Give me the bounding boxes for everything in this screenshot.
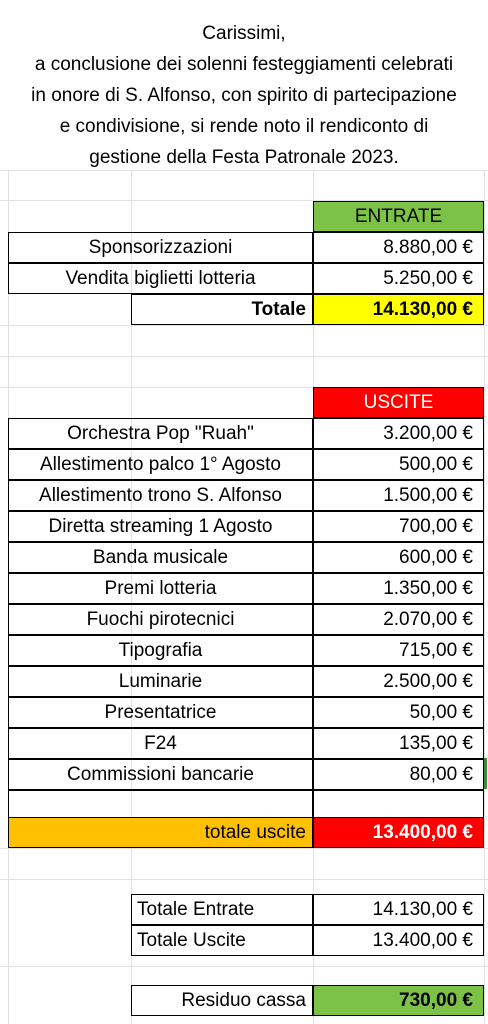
residuo-value[interactable]: 730,00 € bbox=[313, 985, 484, 1016]
uscite-item-label[interactable]: Premi lotteria bbox=[8, 573, 313, 604]
intro-line: a conclusione dei solenni festeggiamenti celebrati bbox=[34, 54, 454, 75]
gridline bbox=[484, 170, 485, 1024]
intro-line: gestione della Festa Patronale 2023. bbox=[89, 147, 399, 168]
uscite-header[interactable]: USCITE bbox=[313, 387, 484, 418]
uscite-item-label[interactable]: Luminarie bbox=[8, 666, 313, 697]
intro-line: Carissimi, bbox=[202, 23, 286, 44]
uscite-item-label[interactable]: Allestimento palco 1° Agosto bbox=[8, 449, 313, 480]
entrate-item-value[interactable]: 8.880,00 € bbox=[313, 232, 484, 263]
summary-uscite-value[interactable]: 13.400,00 € bbox=[313, 925, 484, 956]
uscite-item-value[interactable]: 3.200,00 € bbox=[313, 418, 484, 449]
intro-line: e condivisione, si rende noto il rendiconto di bbox=[59, 116, 429, 137]
cell-selection-marker bbox=[484, 758, 487, 789]
summary-entrate-value[interactable]: 14.130,00 € bbox=[313, 894, 484, 925]
intro-line: in onore di S. Alfonso, con spirito di partecipazione bbox=[31, 85, 457, 106]
uscite-item-value[interactable]: 1.350,00 € bbox=[313, 573, 484, 604]
gridline bbox=[0, 356, 488, 357]
uscite-item-value[interactable]: 80,00 € bbox=[313, 759, 484, 790]
uscite-item-value[interactable]: 50,00 € bbox=[313, 697, 484, 728]
entrate-item-value[interactable]: 5.250,00 € bbox=[313, 263, 484, 294]
gridline bbox=[0, 879, 488, 880]
uscite-item-label[interactable]: Diretta streaming 1 Agosto bbox=[8, 511, 313, 542]
entrate-total-value[interactable]: 14.130,00 € bbox=[313, 294, 484, 325]
uscite-item-label[interactable]: Fuochi pirotecnici bbox=[8, 604, 313, 635]
entrate-item-label[interactable]: Vendita biglietti lotteria bbox=[8, 263, 313, 294]
uscite-total-label[interactable]: totale uscite bbox=[8, 817, 313, 848]
uscite-item-value[interactable]: 500,00 € bbox=[313, 449, 484, 480]
uscite-item-label[interactable]: Banda musicale bbox=[8, 542, 313, 573]
uscite-item-label[interactable]: Tipografia bbox=[8, 635, 313, 666]
uscite-item-label[interactable]: F24 bbox=[8, 728, 313, 759]
summary-uscite-label[interactable]: Totale Uscite bbox=[131, 925, 313, 956]
entrate-total-label[interactable]: Totale bbox=[131, 294, 313, 325]
summary-entrate-label[interactable]: Totale Entrate bbox=[131, 894, 313, 925]
uscite-item-value[interactable]: 600,00 € bbox=[313, 542, 484, 573]
gridline bbox=[0, 848, 488, 849]
uscite-total-value[interactable]: 13.400,00 € bbox=[313, 817, 484, 848]
uscite-item-label[interactable]: Allestimento trono S. Alfonso bbox=[8, 480, 313, 511]
gridline bbox=[0, 325, 488, 326]
uscite-item-value[interactable]: 2.500,00 € bbox=[313, 666, 484, 697]
entrate-item-label[interactable]: Sponsorizzazioni bbox=[8, 232, 313, 263]
uscite-item-value[interactable]: 2.070,00 € bbox=[313, 604, 484, 635]
uscite-item-value[interactable]: 715,00 € bbox=[313, 635, 484, 666]
uscite-item-label[interactable]: Presentatrice bbox=[8, 697, 313, 728]
uscite-item-label[interactable]: Commissioni bancarie bbox=[8, 759, 313, 790]
residuo-label[interactable]: Residuo cassa bbox=[131, 985, 313, 1016]
uscite-item-value[interactable]: 135,00 € bbox=[313, 728, 484, 759]
uscite-item-value[interactable]: 700,00 € bbox=[313, 511, 484, 542]
entrate-header[interactable]: ENTRATE bbox=[313, 201, 484, 232]
uscite-item-label[interactable]: Orchestra Pop "Ruah" bbox=[8, 418, 313, 449]
intro-text bbox=[0, 18, 488, 173]
gridline bbox=[0, 966, 488, 967]
uscite-item-value[interactable]: 1.500,00 € bbox=[313, 480, 484, 511]
